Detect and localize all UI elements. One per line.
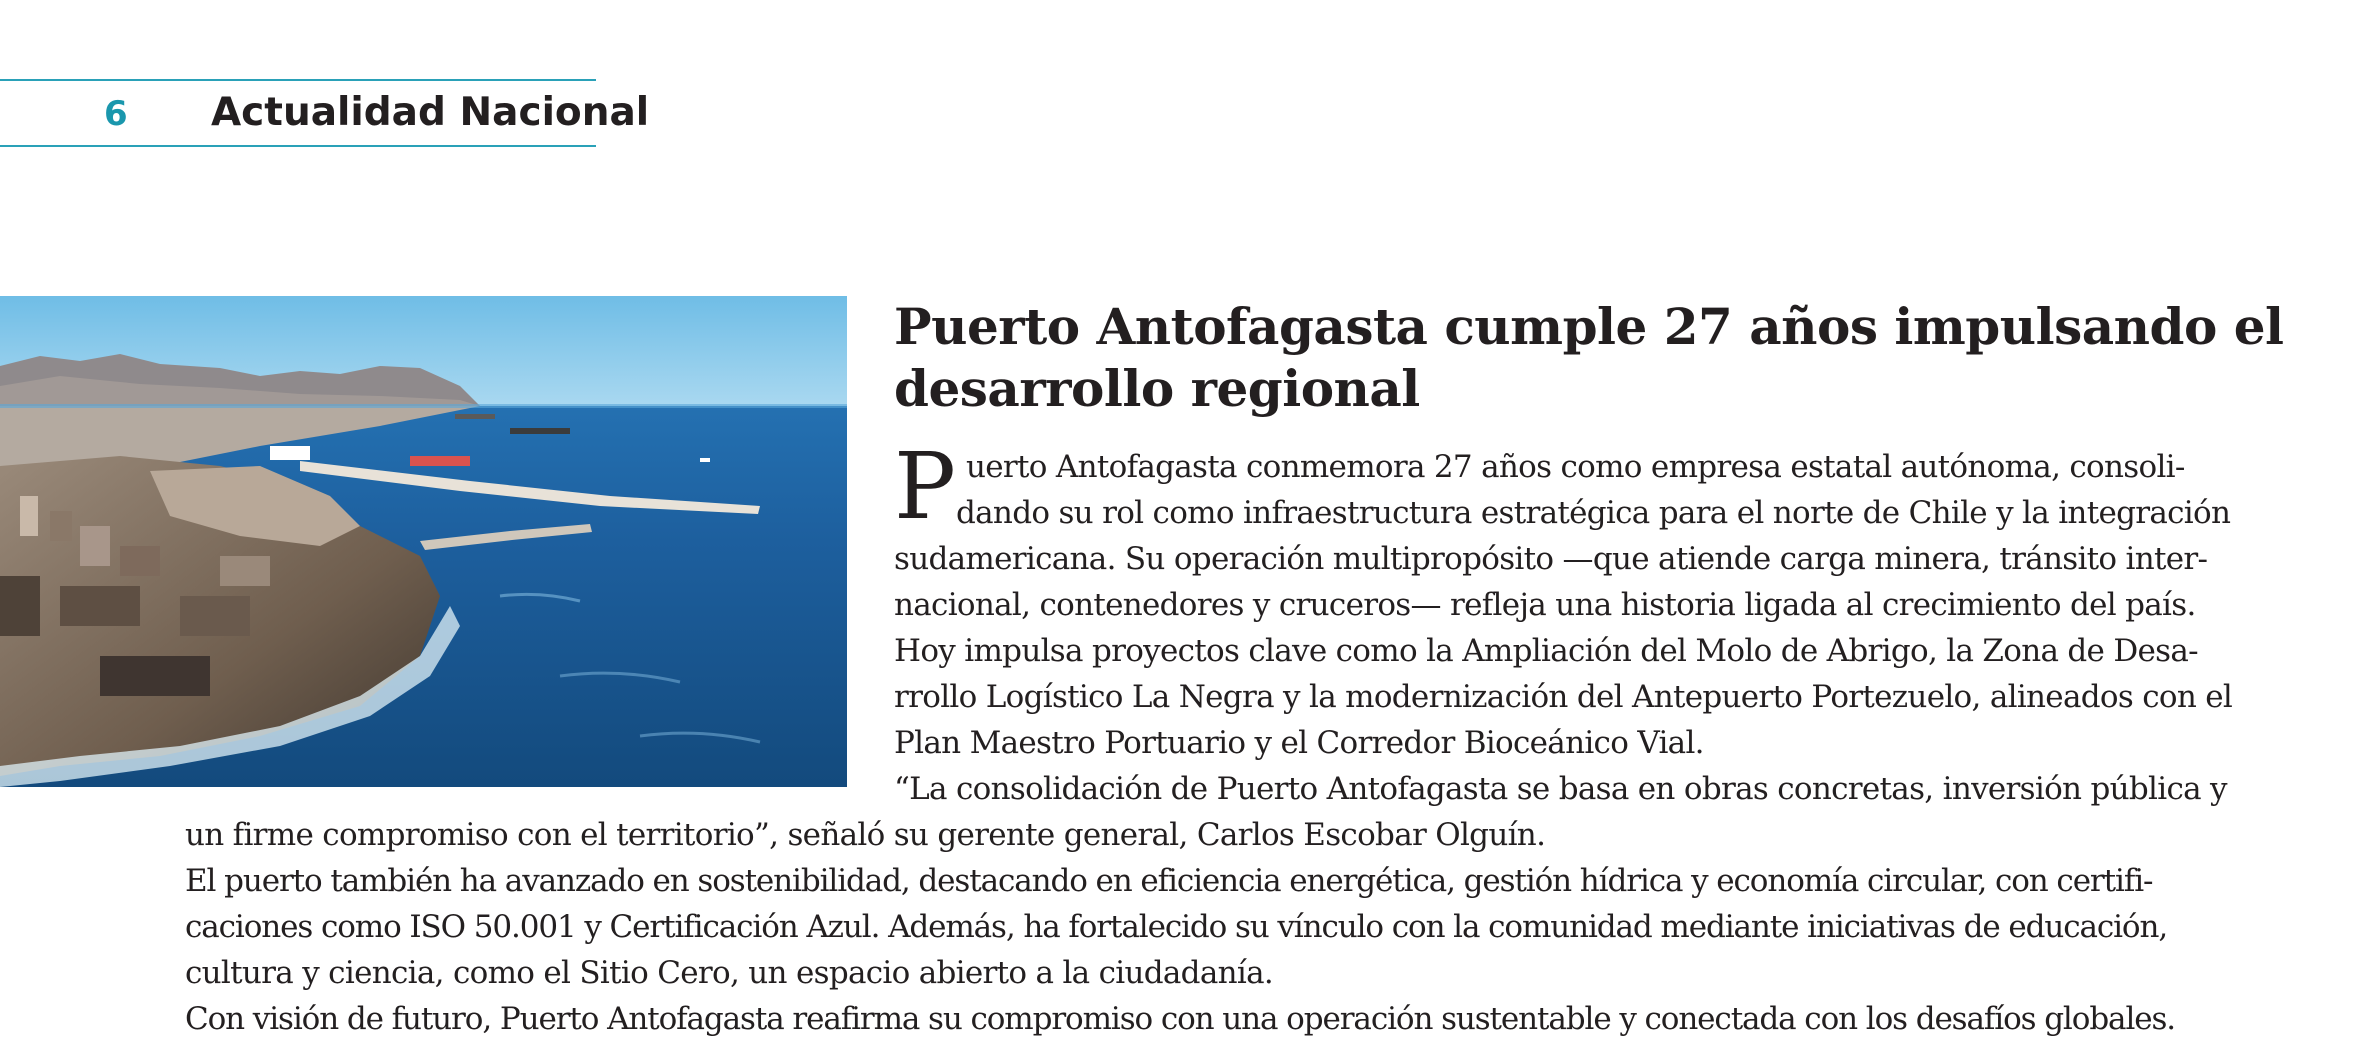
- headline-line-2: desarrollo regional: [894, 359, 1420, 418]
- aerial-port-photo: [0, 296, 847, 787]
- body-line: cultura y ciencia, como el Sitio Cero, un espacio abierto a la ciudadanía.: [185, 955, 1274, 991]
- body-line: caciones como ISO 50.001 y Certificación Azul. Además, ha fortalecido su vínculo con la comunidad mediante iniciativas de educación,: [185, 909, 2168, 945]
- body-line: Plan Maestro Portuario y el Corredor Bioceánico Vial.: [894, 725, 1704, 761]
- section-title: Actualidad Nacional: [211, 90, 650, 135]
- page-header: [0, 79, 650, 147]
- body-line: un firme compromiso con el territorio”, señaló su gerente general, Carlos Escobar Olguín.: [185, 817, 1546, 853]
- page-number: 6: [104, 94, 128, 134]
- body-line: Con visión de futuro, Puerto Antofagasta reafirma su compromiso con una operación sustentable y conectada con los desafíos globales.: [185, 1001, 2176, 1037]
- body-line: nacional, contenedores y cruceros— refleja una historia ligada al crecimiento del país.: [894, 587, 2196, 623]
- body-line: El puerto también ha avanzado en sostenibilidad, destacando en eficiencia energética, gestión hídrica y economía circular, con certifi-: [185, 863, 2153, 899]
- headline-line-1: Puerto Antofagasta cumple 27 años impulsando el: [894, 297, 2284, 356]
- body-line: Hoy impulsa proyectos clave como la Ampliación del Molo de Abrigo, la Zona de Desa-: [894, 633, 2198, 669]
- body-line: dando su rol como infraestructura estratégica para el norte de Chile y la integración: [956, 495, 2231, 531]
- body-line: rrollo Logístico La Negra y la modernización del Antepuerto Portezuelo, alineados con el: [894, 679, 2233, 715]
- body-line: sudamericana. Su operación multipropósito —que atiende carga minera, tránsito inter-: [894, 541, 2208, 577]
- body-line: uerto Antofagasta conmemora 27 años como empresa estatal autónoma, consoli-: [966, 449, 2185, 485]
- body-line: “La consolidación de Puerto Antofagasta se basa en obras concretas, inversión pública y: [894, 771, 2227, 807]
- drop-cap: P: [894, 433, 956, 540]
- article-headline: [894, 296, 2314, 420]
